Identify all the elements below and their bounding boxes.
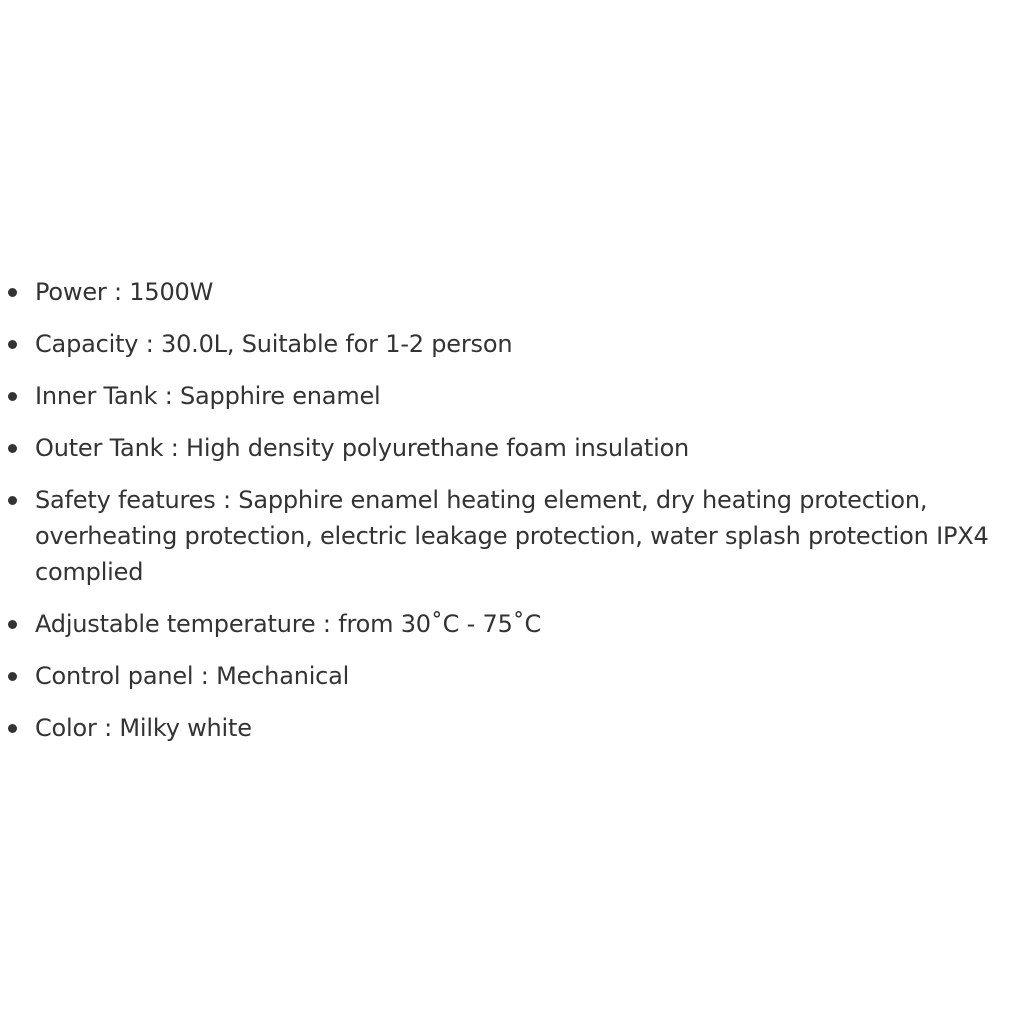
- bullet-icon: [8, 288, 17, 297]
- spec-item-adjustable-temperature: [0, 606, 1024, 642]
- bullet-icon: [8, 444, 17, 453]
- spec-text: Adjustable temperature : from 30˚C - 75˚C: [35, 610, 542, 638]
- spec-item-color: [0, 710, 1024, 746]
- bullet-icon: [8, 672, 17, 681]
- spec-item-outer-tank: [0, 430, 1024, 466]
- spec-item-safety-features: [0, 482, 1024, 590]
- bullet-icon: [8, 340, 17, 349]
- bullet-icon: [8, 620, 17, 629]
- spec-text: Control panel : Mechanical: [35, 662, 350, 690]
- bullet-icon: [8, 724, 17, 733]
- spec-text: Power : 1500W: [35, 278, 214, 306]
- spec-item-power: [0, 274, 1024, 310]
- bullet-icon: [8, 392, 17, 401]
- spec-text: Inner Tank : Sapphire enamel: [35, 382, 381, 410]
- spec-item-inner-tank: [0, 378, 1024, 414]
- spec-text: Outer Tank : High density polyurethane foam insulation: [35, 434, 690, 462]
- spec-list: [0, 274, 1024, 762]
- spec-text: Color : Milky white: [35, 714, 252, 742]
- spec-item-control-panel: [0, 658, 1024, 694]
- spec-text: Capacity : 30.0L, Suitable for 1-2 person: [35, 330, 513, 358]
- spec-item-capacity: [0, 326, 1024, 362]
- spec-text: Safety features : Sapphire enamel heating element, dry heating protection, overheating protection, electric leakage protection, water splash protection IPX4 complied: [35, 486, 989, 586]
- bullet-icon: [8, 496, 17, 505]
